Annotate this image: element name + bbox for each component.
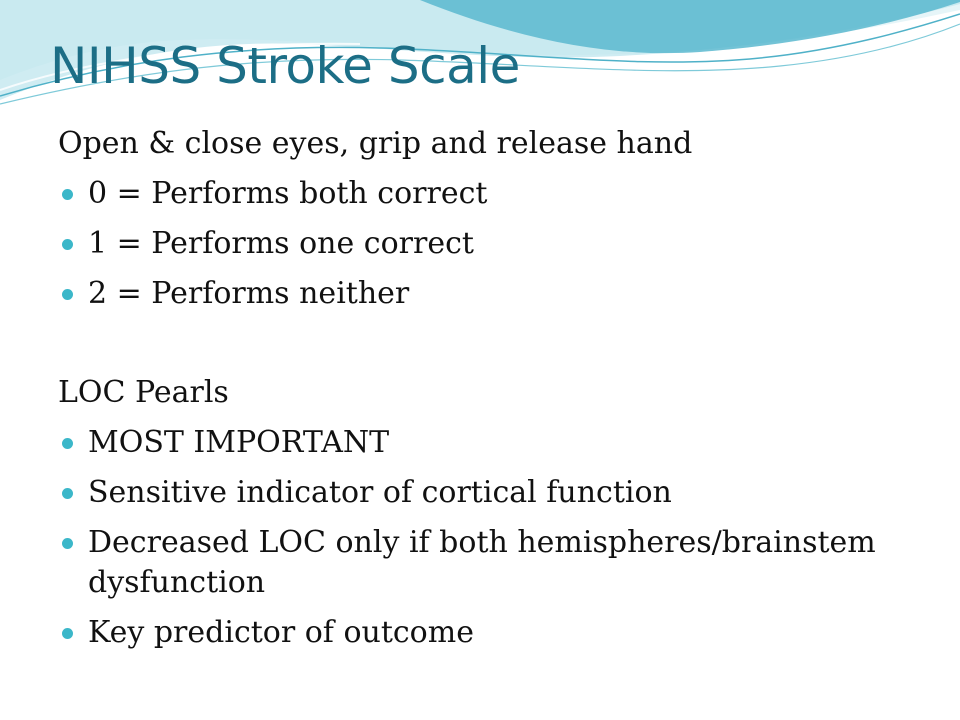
section-heading-eyes-grip: Open & close eyes, grip and release hand <box>58 126 693 161</box>
bullet-icon <box>62 239 73 250</box>
bullet-icon <box>62 538 73 549</box>
bullet-icon <box>62 488 73 499</box>
list-item <box>58 174 918 224</box>
list-item <box>58 473 918 523</box>
bullet-text: Key predictor of outcome <box>88 615 474 650</box>
bullet-icon <box>62 189 73 200</box>
bullet-icon <box>62 628 73 639</box>
list-item <box>58 613 918 663</box>
bullet-text: Sensitive indicator of cortical function <box>88 475 672 510</box>
bullet-text: Decreased LOC only if both hemispheres/brainstem dysfunction <box>88 525 876 600</box>
slide-title: NIHSS Stroke Scale <box>50 37 520 95</box>
list-item <box>58 523 918 613</box>
bullet-text: 2 = Performs neither <box>88 276 410 311</box>
list-item <box>58 423 918 473</box>
bullet-text: 0 = Performs both correct <box>88 176 488 211</box>
bullet-list-scoring <box>58 174 918 324</box>
section-heading-loc-pearls: LOC Pearls <box>58 375 229 410</box>
list-item <box>58 274 918 324</box>
slide-body <box>58 124 918 663</box>
bullet-text: MOST IMPORTANT <box>88 425 390 460</box>
bullet-list-loc-pearls <box>58 423 918 663</box>
bullet-icon <box>62 438 73 449</box>
bullet-icon <box>62 289 73 300</box>
list-item <box>58 224 918 274</box>
bullet-text: 1 = Performs one correct <box>88 226 474 261</box>
section-spacer <box>58 324 918 373</box>
